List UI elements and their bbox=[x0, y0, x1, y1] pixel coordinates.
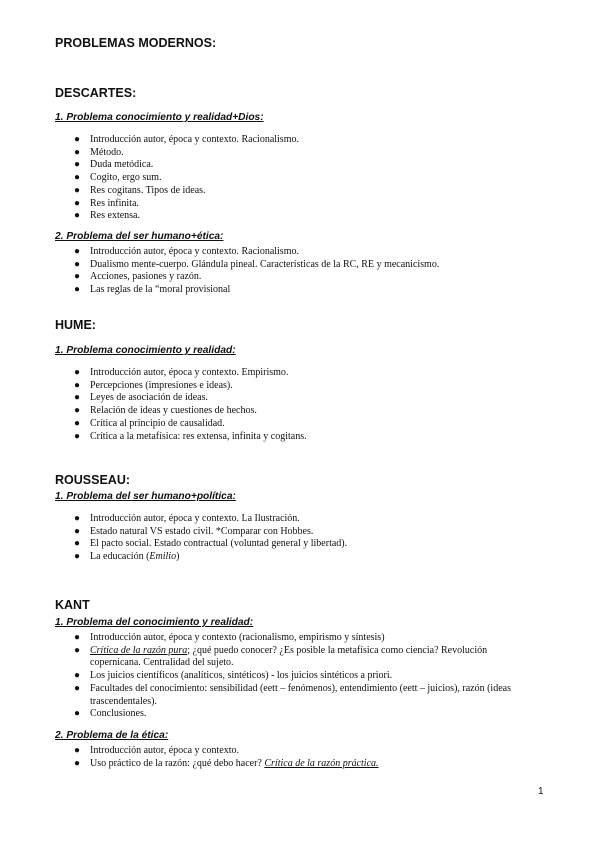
list-item: ● Crítica al principio de causalidad. bbox=[74, 417, 225, 429]
bullet-icon: ● bbox=[74, 210, 81, 222]
list-item: ● La educación (Emilio) bbox=[74, 551, 180, 563]
work-title: Emilio bbox=[149, 551, 177, 563]
subsection-heading: 1. Problema conocimiento y realidad: bbox=[55, 345, 236, 356]
section-heading-kant: KANT bbox=[55, 598, 90, 612]
list-item: ● Res cogitans. Tipos de ideas. bbox=[74, 184, 206, 196]
list-item: ● Introducción autor, época y contexto. Racionalismo. bbox=[74, 134, 299, 145]
list-item: ● Introducción autor, época y contexto. La Ilustración. bbox=[74, 513, 300, 524]
list-item: ● Introducción autor, época y contexto. bbox=[74, 745, 239, 756]
list-item: ● El pacto social. Estado contractual (voluntad general y libertad). bbox=[74, 538, 348, 550]
bullet-icon: ● bbox=[74, 525, 81, 537]
bullet-icon: ● bbox=[74, 708, 81, 720]
bullet-list bbox=[0, 745, 600, 770]
list-item: ● Duda metódica. bbox=[74, 159, 154, 171]
bullet-list bbox=[0, 246, 600, 297]
subsection-heading: 2. Problema de la ética: bbox=[55, 730, 169, 741]
list-item: ● Cogito, ergo sum. bbox=[74, 172, 162, 184]
bullet-icon: ● bbox=[74, 392, 81, 404]
bullet-icon: ● bbox=[74, 146, 81, 158]
bullet-icon: ● bbox=[74, 367, 81, 378]
bullet-icon: ● bbox=[74, 134, 81, 145]
section-heading-hume: HUME: bbox=[55, 318, 96, 332]
bullet-icon: ● bbox=[74, 258, 81, 270]
bullet-list bbox=[0, 513, 600, 564]
list-item: ● Leyes de asociación de ideas. bbox=[74, 392, 209, 404]
bullet-icon: ● bbox=[74, 379, 81, 391]
list-item: ● Res infinita. bbox=[74, 197, 139, 209]
list-item: ● Facultades del conocimiento: sensibilidad (eett – fenómenos), entendimiento (eett – juicios), razón (ideas trascendentales). bbox=[74, 682, 511, 707]
subsection-heading: 2. Problema del ser humano+ética: bbox=[55, 231, 224, 242]
list-item: ● Introducción autor, época y contexto. Empirismo. bbox=[74, 367, 289, 378]
bullet-icon: ● bbox=[74, 271, 81, 283]
list-item: ● Dualismo mente-cuerpo. Glándula pineal. Características de la RC, RE y mecanicismo. bbox=[74, 258, 440, 270]
bullet-list bbox=[0, 134, 600, 223]
bullet-icon: ● bbox=[74, 430, 81, 442]
list-item: ● Crítica a la metafísica: res extensa, infinita y cogitans. bbox=[74, 430, 307, 442]
bullet-icon: ● bbox=[74, 745, 81, 756]
bullet-icon: ● bbox=[74, 159, 81, 171]
list-item: ● Acciones, pasiones y razón. bbox=[74, 271, 202, 283]
bullet-icon: ● bbox=[74, 417, 81, 429]
bullet-list bbox=[0, 367, 600, 443]
list-item: ● Conclusiones. bbox=[74, 708, 147, 720]
list-item: ● Uso práctico de la razón: ¿qué debo hacer? Crítica de la razón práctica. bbox=[74, 757, 379, 769]
page-title: PROBLEMAS MODERNOS: bbox=[55, 36, 217, 50]
work-title: Crítica de la razón pura bbox=[90, 644, 188, 656]
bullet-icon: ● bbox=[74, 757, 81, 769]
list-item: ● Las reglas de la “moral provisional bbox=[74, 284, 231, 296]
list-item: ● Los juicios científicos (analíticos, sintéticos) - los juicios sintéticos a priori. bbox=[74, 670, 393, 682]
bullet-icon: ● bbox=[74, 551, 81, 563]
bullet-icon: ● bbox=[74, 682, 81, 694]
work-title: Crítica de la razón práctica. bbox=[264, 757, 379, 769]
subsection-heading: 1. Problema del ser humano+política: bbox=[55, 491, 236, 502]
bullet-icon: ● bbox=[74, 632, 81, 643]
bullet-icon: ● bbox=[74, 184, 81, 196]
subsection-heading: 1. Problema del conocimiento y realidad: bbox=[55, 617, 254, 628]
bullet-icon: ● bbox=[74, 284, 81, 296]
subsection-heading: 1. Problema conocimiento y realidad+Dios: bbox=[55, 112, 264, 123]
list-item: ● Introducción autor, época y contexto (racionalismo, empirismo y síntesis) bbox=[74, 632, 385, 643]
list-item: ● Estado natural VS estado civil. *Comparar con Hobbes. bbox=[74, 525, 314, 537]
list-item: ● Res extensa. bbox=[74, 210, 140, 222]
section-heading-rousseau: ROUSSEAU: bbox=[55, 473, 131, 487]
bullet-icon: ● bbox=[74, 644, 81, 656]
bullet-icon: ● bbox=[74, 513, 81, 524]
section-heading-descartes: DESCARTES: bbox=[55, 86, 137, 100]
list-item: ● Método. bbox=[74, 146, 124, 158]
list-item: ● Crítica de la razón pura; ¿qué puedo conocer? ¿Es posible la metafísica como ciencia? Revolución copernicana. Centralidad del sujeto. bbox=[74, 644, 488, 669]
bullet-icon: ● bbox=[74, 405, 81, 417]
list-item: ● Introducción autor, época y contexto. Racionalismo. bbox=[74, 246, 299, 257]
page-number: 1 bbox=[538, 786, 544, 797]
bullet-list bbox=[0, 632, 600, 721]
bullet-icon: ● bbox=[74, 538, 81, 550]
bullet-icon: ● bbox=[74, 197, 81, 209]
bullet-icon: ● bbox=[74, 246, 81, 257]
list-item: ● Percepciones (impresiones e ideas). bbox=[74, 379, 233, 391]
bullet-icon: ● bbox=[74, 670, 81, 682]
list-item: ● Relación de ideas y cuestiones de hechos. bbox=[74, 405, 257, 417]
bullet-icon: ● bbox=[74, 172, 81, 184]
